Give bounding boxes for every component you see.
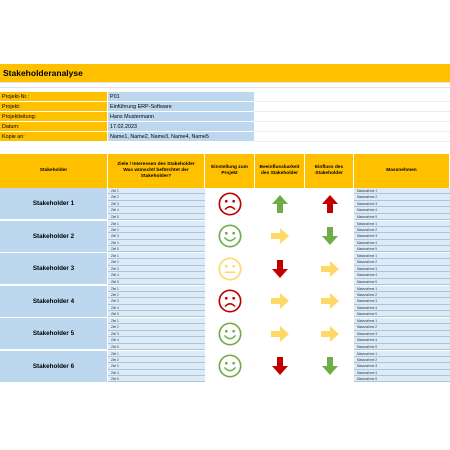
stakeholder-name[interactable]: Stakeholder 1 [0, 188, 108, 220]
info-row [0, 102, 450, 112]
info-value[interactable]: Einführung ERP-Software [108, 102, 254, 112]
measure-cell[interactable]: Massnahme 4 [354, 240, 450, 246]
info-row [0, 92, 450, 102]
info-label[interactable]: Datum: [0, 122, 107, 132]
header-influenceability[interactable]: Beeinflussbarkeit des Stakeholder [255, 154, 305, 188]
measure-cell[interactable]: Massnahme 1 [354, 221, 450, 227]
measure-cell[interactable]: Massnahme 5 [354, 344, 450, 350]
header-influence[interactable]: Einfluss des Stakeholder [305, 154, 354, 188]
goal-cell[interactable]: Ziel 1 [108, 221, 205, 227]
goal-cell[interactable]: Ziel 1 [108, 351, 205, 357]
measures-cell [354, 221, 450, 253]
empty-cell[interactable] [254, 92, 450, 102]
goal-cell[interactable]: Ziel 3 [108, 298, 205, 304]
neutral-smiley-icon [217, 256, 243, 282]
info-row [0, 122, 450, 132]
influence-cell[interactable] [305, 221, 354, 253]
measure-cell[interactable]: Massnahme 2 [354, 292, 450, 298]
header-measures[interactable]: Massnehmen [354, 154, 450, 188]
info-value[interactable]: Hans Mustermann [108, 112, 254, 122]
info-label[interactable]: Projekt-Nr.: [0, 92, 107, 102]
influenceability-cell[interactable] [255, 221, 305, 253]
goal-cell[interactable]: Ziel 3 [108, 363, 205, 369]
goal-cell[interactable]: Ziel 1 [108, 188, 205, 194]
right-yellow-arrow-icon [270, 324, 290, 344]
goal-cell[interactable]: Ziel 4 [108, 207, 205, 213]
measure-cell[interactable]: Massnahme 5 [354, 246, 450, 252]
goal-cell[interactable]: Ziel 5 [108, 279, 205, 285]
stakeholder-name[interactable]: Stakeholder 3 [0, 253, 108, 285]
goal-cell[interactable]: Ziel 2 [108, 194, 205, 200]
goal-cell[interactable]: Ziel 4 [108, 305, 205, 311]
measure-cell[interactable]: Massnahme 3 [354, 363, 450, 369]
measure-cell[interactable]: Massnahme 1 [354, 351, 450, 357]
measure-cell[interactable]: Massnahme 2 [354, 227, 450, 233]
goals-cell [108, 286, 205, 318]
stakeholder-name[interactable]: Stakeholder 5 [0, 318, 108, 350]
measures-cell [354, 253, 450, 285]
goal-cell[interactable]: Ziel 5 [108, 214, 205, 220]
stakeholder-row [0, 318, 450, 350]
measures-cell [354, 351, 450, 383]
info-row [0, 112, 450, 122]
measures-cell [354, 318, 450, 350]
info-value[interactable]: P01 [108, 92, 254, 102]
goals-cell [108, 318, 205, 350]
measures-cell [354, 188, 450, 220]
measure-cell[interactable]: Massnahme 3 [354, 266, 450, 272]
measure-cell[interactable]: Massnahme 1 [354, 318, 450, 324]
measure-cell[interactable]: Massnahme 5 [354, 311, 450, 317]
right-yellow-arrow-icon [270, 226, 290, 246]
goal-cell[interactable]: Ziel 3 [108, 266, 205, 272]
measure-cell[interactable]: Massnahme 3 [354, 233, 450, 239]
stakeholder-row [0, 286, 450, 318]
measure-cell[interactable]: Massnahme 4 [354, 337, 450, 343]
down-red-arrow-icon [270, 356, 290, 376]
influenceability-cell[interactable] [255, 188, 305, 220]
measures-cell [354, 286, 450, 318]
measure-cell[interactable]: Massnahme 3 [354, 298, 450, 304]
sheet-title[interactable]: Stakeholderanalyse [0, 64, 450, 82]
stakeholder-row [0, 351, 450, 383]
goals-cell [108, 351, 205, 383]
goal-cell[interactable]: Ziel 4 [108, 272, 205, 278]
right-yellow-arrow-icon [320, 324, 340, 344]
stakeholder-row [0, 253, 450, 285]
measure-cell[interactable]: Massnahme 4 [354, 305, 450, 311]
goal-cell[interactable]: Ziel 5 [108, 344, 205, 350]
attitude-cell[interactable] [205, 221, 255, 253]
goal-cell[interactable]: Ziel 2 [108, 292, 205, 298]
goal-cell[interactable]: Ziel 4 [108, 370, 205, 376]
negative-smiley-icon [217, 191, 243, 217]
empty-cell[interactable] [254, 132, 450, 142]
goals-cell [108, 188, 205, 220]
goal-cell[interactable]: Ziel 2 [108, 259, 205, 265]
up-red-arrow-icon [320, 194, 340, 214]
right-yellow-arrow-icon [270, 291, 290, 311]
goal-cell[interactable]: Ziel 1 [108, 253, 205, 259]
goals-cell [108, 221, 205, 253]
goal-cell[interactable]: Ziel 4 [108, 337, 205, 343]
measure-cell[interactable]: Massnahme 4 [354, 370, 450, 376]
measure-cell[interactable]: Massnahme 3 [354, 201, 450, 207]
down-green-arrow-icon [320, 356, 340, 376]
measure-cell[interactable]: Massnahme 1 [354, 188, 450, 194]
measure-cell[interactable]: Massnahme 5 [354, 376, 450, 382]
goal-cell[interactable]: Ziel 3 [108, 331, 205, 337]
goal-cell[interactable]: Ziel 3 [108, 201, 205, 207]
measure-cell[interactable]: Massnahme 2 [354, 324, 450, 330]
goal-cell[interactable]: Ziel 5 [108, 246, 205, 252]
negative-smiley-icon [217, 288, 243, 314]
attitude-cell[interactable] [205, 318, 255, 350]
goal-cell[interactable]: Ziel 2 [108, 227, 205, 233]
goal-cell[interactable]: Ziel 1 [108, 286, 205, 292]
measure-cell[interactable]: Massnahme 2 [354, 259, 450, 265]
goal-cell[interactable]: Ziel 2 [108, 357, 205, 363]
stakeholder-name[interactable]: Stakeholder 6 [0, 351, 108, 383]
info-label[interactable]: Projektleitung: [0, 112, 107, 122]
influence-cell[interactable] [305, 286, 354, 318]
attitude-cell[interactable] [205, 351, 255, 383]
info-label[interactable]: Projekt: [0, 102, 107, 112]
goals-cell [108, 253, 205, 285]
measure-cell[interactable]: Massnahme 2 [354, 194, 450, 200]
measure-cell[interactable]: Massnahme 5 [354, 214, 450, 220]
empty-cell[interactable] [254, 112, 450, 122]
influenceability-cell[interactable] [255, 351, 305, 383]
measure-cell[interactable]: Massnahme 4 [354, 207, 450, 213]
empty-cell[interactable] [254, 102, 450, 112]
measure-cell[interactable]: Massnahme 1 [354, 253, 450, 259]
goal-cell[interactable]: Ziel 3 [108, 233, 205, 239]
attitude-cell[interactable] [205, 188, 255, 220]
attitude-cell[interactable] [205, 286, 255, 318]
influenceability-cell[interactable] [255, 253, 305, 285]
goal-cell[interactable]: Ziel 5 [108, 376, 205, 382]
goal-cell[interactable]: Ziel 5 [108, 311, 205, 317]
positive-smiley-icon [217, 321, 243, 347]
influenceability-cell[interactable] [255, 318, 305, 350]
goal-cell[interactable]: Ziel 1 [108, 318, 205, 324]
goal-cell[interactable]: Ziel 2 [108, 324, 205, 330]
header-attitude[interactable]: Einstellung zum Projekt [205, 154, 255, 188]
influence-cell[interactable] [305, 318, 354, 350]
stakeholder-row [0, 221, 450, 253]
info-value[interactable]: Name1, Name2, Name3, Name4, Name5 [108, 132, 254, 142]
empty-cell[interactable] [254, 122, 450, 132]
info-row [0, 132, 450, 142]
influence-cell[interactable] [305, 188, 354, 220]
measure-cell[interactable]: Massnahme 4 [354, 272, 450, 278]
stakeholder-name[interactable]: Stakeholder 2 [0, 221, 108, 253]
influence-cell[interactable] [305, 253, 354, 285]
positive-smiley-icon [217, 353, 243, 379]
up-green-arrow-icon [270, 194, 290, 214]
stakeholder-row [0, 188, 450, 220]
header-goals[interactable]: Ziele / Interessen des Stakeholder Was wünscht/ befürchtet der Stakeholder? [108, 154, 205, 188]
header-stakeholder[interactable]: Stakeholder [0, 154, 108, 188]
down-red-arrow-icon [270, 259, 290, 279]
influence-cell[interactable] [305, 351, 354, 383]
measure-cell[interactable]: Massnahme 2 [354, 357, 450, 363]
down-green-arrow-icon [320, 226, 340, 246]
info-label[interactable]: Kopie an: [0, 132, 107, 142]
goal-cell[interactable]: Ziel 4 [108, 240, 205, 246]
influenceability-cell[interactable] [255, 286, 305, 318]
measure-cell[interactable]: Massnahme 3 [354, 331, 450, 337]
info-value[interactable]: 17.02.2023 [108, 122, 254, 132]
right-yellow-arrow-icon [320, 291, 340, 311]
attitude-cell[interactable] [205, 253, 255, 285]
measure-cell[interactable]: Massnahme 1 [354, 286, 450, 292]
right-yellow-arrow-icon [320, 259, 340, 279]
stakeholder-name[interactable]: Stakeholder 4 [0, 286, 108, 318]
positive-smiley-icon [217, 223, 243, 249]
measure-cell[interactable]: Massnahme 5 [354, 279, 450, 285]
